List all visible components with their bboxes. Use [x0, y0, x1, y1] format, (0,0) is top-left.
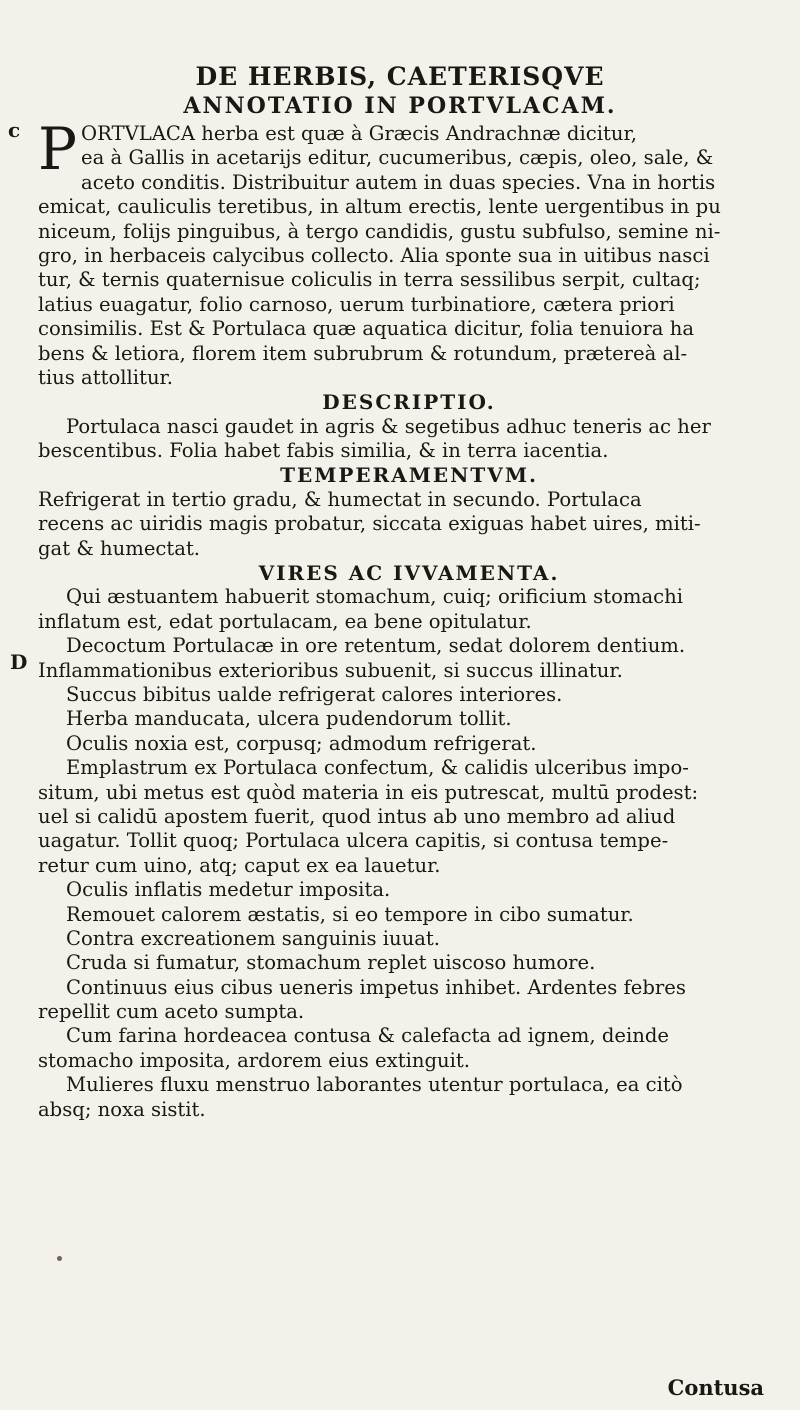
- text-line: Decoctum Portulacæ in ore retentum, sedat dolorem dentium.: [66, 634, 686, 658]
- text-line: bescentibus. Folia habet fabis similia, & in terra iacentia.: [38, 439, 609, 463]
- text-line: ORTVLACA herba est quæ à Græcis Andrachnæ dicitur,: [81, 122, 637, 145]
- text-line: absq; noxa sistit.: [38, 1097, 206, 1121]
- text-line: Continuus eius cibus ueneris impetus inhibet. Ardentes febres: [66, 975, 686, 999]
- text-line: latius euagatur, folio carnoso, uerum turbinatiore, cætera priori: [38, 292, 675, 316]
- text-line: ea à Gallis in acetarijs editur, cucumeribus, cæpis, oleo, sale, &: [81, 146, 714, 170]
- text-line: consimilis. Est & Portulaca quæ aquatica dicitur, folia tenuiora ha: [38, 317, 695, 341]
- heading-vires: VIRES AC IVVAMENTA.: [258, 561, 560, 586]
- text-line: Succus bibitus ualde refrigerat calores interiores.: [66, 682, 563, 706]
- text-line: recens ac uiridis magis probatur, siccata exiguas habet uires, miti-: [38, 512, 701, 536]
- text-line: niceum, folijs pinguibus, à tergo candidis, gustu subfulso, semine ni-: [38, 219, 721, 243]
- section-title: ANNOTATIO IN PORTVLACAM.: [183, 93, 617, 119]
- text-line: gro, in herbaceis calycibus collecto. Alia sponte sua in uitibus nasci: [38, 243, 710, 267]
- descriptio-lines: [38, 415, 780, 464]
- text-line: Herba manducata, ulcera pudendorum tollit.: [66, 707, 512, 731]
- heading-temperamentum: TEMPERAMENTVM.: [280, 463, 538, 488]
- text-line: Cruda si fumatur, stomachum replet uiscoso humore.: [66, 951, 596, 975]
- catchword: Contusa: [667, 1375, 764, 1400]
- ink-speck: [57, 1256, 62, 1261]
- text-line: gat & humectat.: [38, 536, 201, 560]
- text-line: situm, ubi metus est quòd materia in eis putrescat, multū prodest:: [38, 780, 699, 804]
- temperamentum-lines: [38, 488, 780, 561]
- text-line: Remouet calorem æstatis, si eo tempore in cibo sumatur.: [66, 902, 634, 926]
- text-line: Mulieres fluxu menstruo laborantes utentur portulaca, ea citò: [66, 1073, 683, 1097]
- text-line: tius attollitur.: [38, 365, 174, 389]
- text-line: Refrigerat in tertio gradu, & humectat in secundo. Portulaca: [38, 487, 642, 511]
- body-text: [38, 115, 780, 1122]
- text-line: repellit cum aceto sumpta.: [38, 1000, 305, 1024]
- text-line: uagatur. Tollit quoq; Portulaca ulcera capitis, si contusa tempe-: [38, 829, 669, 853]
- text-line: Qui æstuantem habuerit stomachum, cuiq; orificium stomachi: [66, 585, 683, 609]
- text-line: emicat, cauliculis teretibus, in altum erectis, lente uergentibus in pu: [38, 195, 721, 219]
- text-line: Contra excreationem sanguinis iuuat.: [66, 926, 441, 950]
- margin-letter-d: D: [10, 650, 28, 674]
- text-line: Oculis inflatis medetur imposita.: [66, 878, 391, 902]
- text-line: bens & letiora, florem item subrubrum & rotundum, prætereà al-: [38, 341, 688, 365]
- running-head: DE HERBIS, CAETERISQVE: [195, 62, 605, 91]
- intro-paragraph: [38, 115, 780, 390]
- text-line: Cum farina hordeacea contusa & calefacta ad ignem, deinde: [66, 1024, 669, 1048]
- text-line: stomacho imposita, ardorem eius extinguit.: [38, 1048, 470, 1072]
- text-line: Portulaca nasci gaudet in agris & segetibus adhuc teneris ac her: [66, 414, 711, 438]
- text-line: Emplastrum ex Portulaca confectum, & calidis ulceribus impo-: [66, 756, 689, 780]
- text-line: retur cum uino, atq; caput ex ea lauetur.: [38, 853, 441, 877]
- text-line: Oculis noxia est, corpusq; admodum refrigerat.: [66, 731, 537, 755]
- text-line: aceto conditis. Distribuitur autem in duas species. Vna in hortis: [81, 170, 716, 194]
- vires-lines: [38, 585, 780, 1122]
- text-line: Inflammationibus exterioribus subuenit, si succus illinatur.: [38, 658, 623, 682]
- text-line: inflatum est, edat portulacam, ea bene opitulatur.: [38, 609, 532, 633]
- margin-letter-c: c: [8, 118, 21, 142]
- heading-descriptio: DESCRIPTIO.: [322, 390, 496, 415]
- text-line: tur, & ternis quaternisue coliculis in terra sessilibus serpit, cultaq;: [38, 268, 701, 292]
- drop-cap: P: [38, 115, 78, 183]
- text-line: uel si calidū apostem fuerit, quod intus ab uno membro ad aliud: [38, 804, 676, 828]
- intro-lines: [38, 115, 780, 390]
